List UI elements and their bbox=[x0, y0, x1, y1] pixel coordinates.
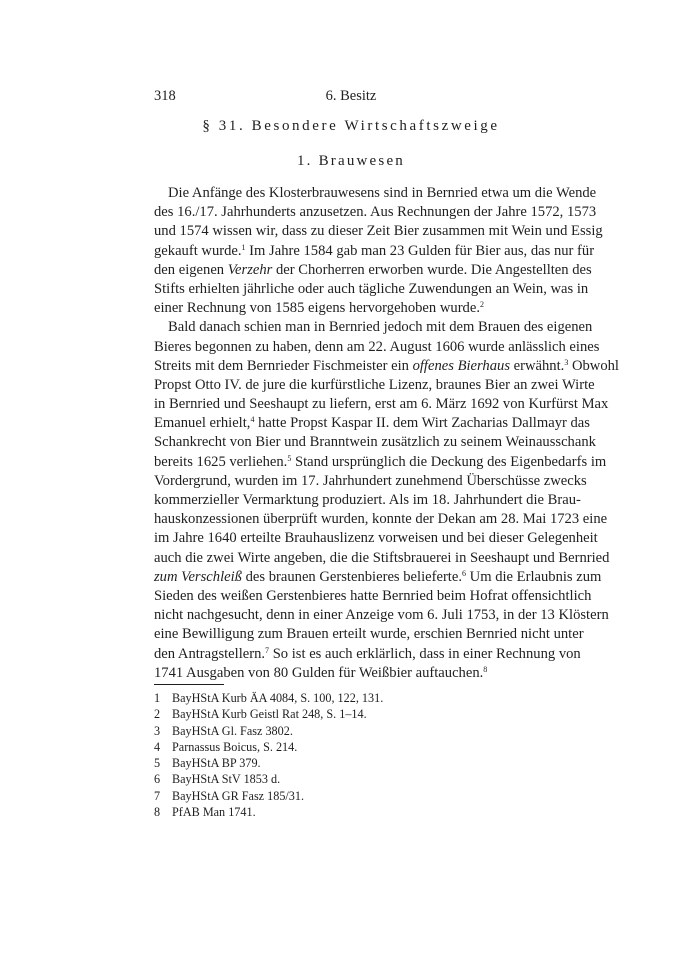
footnote bbox=[154, 804, 548, 820]
text-line bbox=[154, 261, 592, 280]
text-line bbox=[154, 510, 608, 529]
footnote bbox=[154, 788, 548, 804]
text-run: hauskonzessionen überprüft wurden, konnte der Dekan am 28. Mai 1723 eine bbox=[154, 511, 608, 528]
text-run: Propst Otto IV. de jure die kurfürstliche Lizenz, braunes Bier an zwei Wirte bbox=[154, 376, 595, 393]
text-run: nicht nachgesucht, denn in einer Anzeige vom 6. Juli 1753, in der 13 Klöstern bbox=[154, 607, 609, 624]
text-line bbox=[154, 318, 593, 337]
text-run: der Chorherren erworben wurde. Die Angestellten des bbox=[272, 261, 592, 278]
text-line bbox=[154, 664, 548, 683]
running-title: 6. Besitz bbox=[325, 88, 377, 104]
footnote-text: BayHStA StV 1853 d. bbox=[172, 772, 281, 787]
footnote-text: BayHStA Kurb ÄA 4084, S. 100, 122, 131. bbox=[172, 691, 384, 705]
text-run: So ist es auch erklärlich, dass in einer Rechnung von bbox=[269, 645, 581, 662]
footnote-text: BayHStA BP 379. bbox=[172, 756, 261, 771]
footnote-marker: 3 bbox=[564, 357, 569, 367]
text-line bbox=[154, 453, 607, 472]
text-run: Bald danach schien man in Bernried jedoch mit dem Brauen des eigenen bbox=[168, 319, 593, 336]
footnote-marker: 5 bbox=[287, 453, 292, 463]
text-run: den eigenen bbox=[154, 261, 228, 278]
text-run: den Antragstellern. bbox=[154, 645, 266, 662]
text-line bbox=[154, 529, 598, 548]
footnote bbox=[154, 690, 548, 706]
footnote-number: 6 bbox=[154, 772, 161, 787]
text-line bbox=[154, 222, 603, 241]
footnote-text: PfAB Man 1741. bbox=[172, 805, 256, 820]
footnote-number: 5 bbox=[154, 756, 161, 771]
footnote-marker: 2 bbox=[479, 300, 484, 310]
section-heading: § 31. Besondere Wirtschaftszweige bbox=[202, 118, 500, 134]
footnote bbox=[154, 739, 548, 755]
footnote-number: 4 bbox=[154, 739, 161, 754]
text-run: in Bernried und Seeshaupt zu liefern, erst am 6. März 1692 von Kurfürst Max bbox=[154, 396, 609, 413]
italic-term: zum Verschleiß bbox=[154, 568, 242, 585]
footnote-number: 2 bbox=[154, 707, 161, 722]
footnote-text: BayHStA Gl. Fasz 3802. bbox=[172, 723, 293, 738]
text-line bbox=[154, 625, 584, 644]
text-run: Obwohl bbox=[568, 357, 619, 374]
text-run: Vordergrund, wurden im 17. Jahrhundert zunehmend Überschüsse zwecks bbox=[154, 472, 587, 489]
text-line bbox=[154, 184, 597, 203]
text-line bbox=[154, 491, 581, 510]
text-run: gekauft wurde. bbox=[154, 242, 242, 259]
text-run: bereits 1625 verliehen. bbox=[154, 453, 288, 470]
text-run: erwähnt. bbox=[510, 357, 565, 374]
text-run: eine Bewilligung zum Brauen erteilt wurde, erschien Bernried nicht unter bbox=[154, 626, 584, 643]
text-run: einer Rechnung von 1585 eigens hervorgehoben wurde. bbox=[154, 300, 480, 317]
italic-term: offenes Bierhaus bbox=[412, 357, 510, 374]
sub-heading: 1. Brauwesen bbox=[296, 153, 406, 169]
body-text bbox=[154, 184, 619, 683]
text-run: kommerzieller Vermarktung produziert. Als im 18. Jahrhundert die Brau- bbox=[154, 492, 581, 508]
text-line bbox=[154, 414, 590, 433]
text-line bbox=[154, 242, 595, 261]
footnote bbox=[154, 755, 548, 771]
text-run: Sieden des weißen Gerstenbieres hatte Bernried beim Hofrat offensichtlich bbox=[154, 587, 592, 604]
text-run: und 1574 wissen wir, dass zu dieser Zeit Bier zusammen mit Wein und Essig bbox=[154, 223, 603, 240]
text-line bbox=[154, 376, 595, 395]
footnote-number: 1 bbox=[154, 691, 161, 705]
page-number: 318 bbox=[154, 88, 176, 104]
text-run: des braunen Gerstenbieres belieferte. bbox=[241, 568, 462, 585]
text-run: Im Jahre 1584 gab man 23 Gulden für Bier aus, das nur für bbox=[245, 242, 595, 259]
footnote-marker: 8 bbox=[483, 664, 488, 674]
text-run: auch die zwei Wirte angeben, die die Stiftsbrauerei in Seeshaupt und Bernried bbox=[154, 549, 610, 566]
italic-term: Verzehr bbox=[227, 261, 273, 278]
footnote bbox=[154, 771, 548, 787]
text-run: hatte Propst Kaspar II. dem Wirt Zacharias Dallmayr das bbox=[254, 415, 590, 432]
text-line bbox=[154, 472, 587, 491]
text-line bbox=[154, 606, 609, 625]
footnote-number: 7 bbox=[154, 788, 161, 803]
text-run: Stifts erhielten jährliche oder auch tägliche Zuwendungen an Wein, was in bbox=[154, 280, 589, 297]
text-line bbox=[154, 568, 602, 587]
running-head bbox=[154, 88, 548, 108]
text-line bbox=[154, 280, 589, 299]
footnote-text: Parnassus Boicus, S. 214. bbox=[172, 739, 298, 754]
footnote-marker: 7 bbox=[265, 645, 270, 655]
text-run: des 16./17. Jahrhunderts anzusetzen. Aus Rechnungen der Jahre 1572, 1573 bbox=[154, 204, 597, 221]
footnote-text: BayHStA Kurb Geistl Rat 248, S. 1–14. bbox=[172, 707, 367, 722]
text-run: Streits mit dem Bernrieder Fischmeister ein bbox=[154, 357, 413, 374]
text-run: Um die Erlaubnis zum bbox=[466, 568, 602, 585]
text-line bbox=[154, 338, 600, 357]
text-line bbox=[154, 203, 597, 222]
footnote-number: 8 bbox=[154, 805, 161, 820]
text-run: 1741 Ausgaben von 80 Gulden für Weißbier auftauchen. bbox=[154, 664, 484, 681]
text-run: Bieres begonnen zu haben, denn am 22. August 1606 wurde anlässlich eines bbox=[154, 338, 600, 355]
footnotes bbox=[154, 690, 548, 820]
footnote-marker: 1 bbox=[241, 242, 246, 252]
text-run: Stand ursprünglich die Deckung des Eigenbedarfs im bbox=[291, 453, 607, 470]
footnote bbox=[154, 706, 548, 722]
text-line bbox=[154, 395, 609, 414]
text-run: Emanuel erhielt, bbox=[154, 415, 251, 432]
text-run: Die Anfänge des Klosterbrauwesens sind in Bernried etwa um die Wende bbox=[168, 185, 597, 201]
footnote-rule bbox=[154, 684, 224, 685]
text-line bbox=[154, 645, 581, 664]
text-line bbox=[154, 299, 548, 318]
footnote bbox=[154, 723, 548, 739]
text-run: im Jahre 1640 erteilte Brauhauslizenz vorweisen und bei dieser Gelegenheit bbox=[154, 530, 598, 547]
text-line bbox=[154, 549, 610, 568]
text-line bbox=[154, 587, 592, 606]
footnote-number: 3 bbox=[154, 723, 161, 738]
text-line bbox=[154, 357, 619, 376]
text-run: Schankrecht von Bier und Branntwein zusätzlich zu seinem Weinausschank bbox=[154, 434, 596, 451]
footnote-marker: 6 bbox=[462, 568, 466, 578]
footnote-text: BayHStA GR Fasz 185/31. bbox=[172, 788, 305, 803]
footnote-marker: 4 bbox=[250, 415, 255, 425]
text-line bbox=[154, 433, 596, 452]
